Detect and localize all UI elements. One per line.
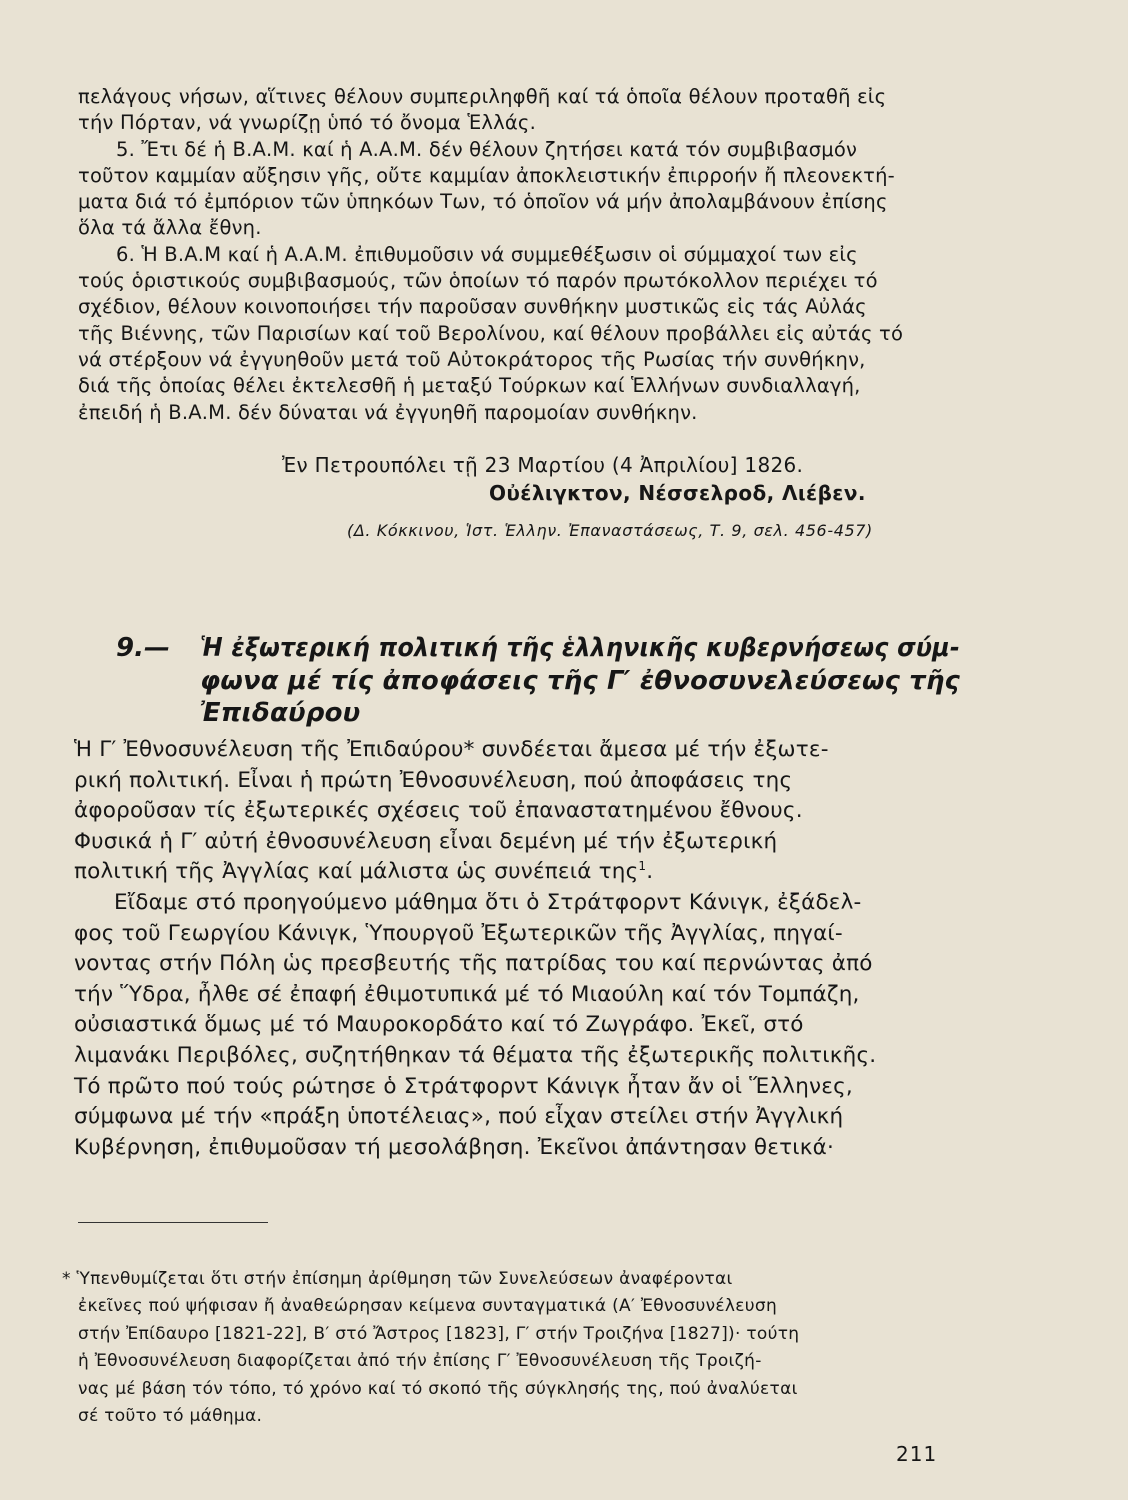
title-line: φωνα μέ τίς ἀποφάσεις τῆς Γ′ ἐθνοσυνελεύσεως τῆς bbox=[200, 665, 961, 696]
text-line: διά τῆς ὁποίας θέλει ἐκτελεσθῆ ἡ μεταξύ Τούρκων καί Ἑλλήνων συνδιαλλαγή, bbox=[78, 374, 861, 398]
text-line: φος τοῦ Γεωργίου Κάνιγκ, Ὑπουργοῦ Ἐξωτερικῶν τῆς Ἀγγλίας, πηγαί- bbox=[74, 920, 843, 946]
footnote-line: σέ τοῦτο τό μάθημα. bbox=[78, 1405, 263, 1426]
text-line: Εἴδαμε στό προηγούμενο μάθημα ὅτι ὁ Στράτφορντ Κάνιγκ, ἐξάδελ- bbox=[114, 889, 862, 915]
sentence-end: . bbox=[646, 859, 654, 885]
text-line-content: πολιτική τῆς Ἀγγλίας καί μάλιστα ὡς συνέπειά της bbox=[74, 859, 639, 885]
text-line: λιμανάκι Περιβόλες, συζητήθηκαν τά θέματα τῆς ἐξωτερικῆς πολιτικῆς. bbox=[74, 1042, 877, 1068]
text-line: Κυβέρνηση, ἐπιθυμοῦσαν τή μεσολάβηση. Ἐκεῖνοι ἀπάντησαν θετικά· bbox=[74, 1134, 834, 1160]
title-line: Ἐπιδαύρου bbox=[200, 698, 361, 728]
text-line-with-footnote bbox=[74, 857, 954, 888]
text-line: ἀφοροῦσαν τίς ἐξωτερικές σχέσεις τοῦ ἐπαναστατημένου ἔθνους. bbox=[74, 798, 803, 824]
text-line: τῆς Βιέννης, τῶν Παρισίων καί τοῦ Βερολίνου, καί θέλουν προβάλλει εἰς αὐτάς τό bbox=[78, 321, 904, 345]
treaty-place-date: Ἐν Πετρουπόλει τῇ 23 Μαρτίου (4 Ἀπριλίου] 1826. bbox=[282, 453, 804, 477]
text-line: τοῦτον καμμίαν αὔξησιν γῆς, οὔτε καμμίαν ἀποκλειστικήν ἐπιρροήν ἤ πλεονεκτή- bbox=[78, 163, 895, 187]
footnote bbox=[62, 1266, 952, 1430]
treaty-signatories: Οὐέλιγκτον, Νέσσελροδ, Λιέβεν. bbox=[489, 481, 866, 505]
source-citation: (Δ. Κόκκινου, Ἱστ. Ἑλλην. Ἐπαναστάσεως, Τ. 9, σελ. 456-457) bbox=[347, 521, 873, 540]
footnote-line: ἐκεῖνες πού ψήφισαν ἤ ἀναθεώρησαν κείμενα συνταγματικά (Α′ Ἐθνοσυνέλευση bbox=[78, 1296, 778, 1317]
text-line: Τό πρῶτο πού τούς ρώτησε ὁ Στράτφορντ Κάνιγκ ἦταν ἄν οἱ Ἕλληνες, bbox=[74, 1073, 853, 1099]
text-line: ὅλα τά ἄλλα ἔθνη. bbox=[78, 216, 262, 240]
footnote-line: στήν Ἐπίδαυρο [1821-22], Β′ στό Ἄστρος [1823], Γ′ στήν Τροιζήνα [1827])· τούτη bbox=[78, 1323, 800, 1344]
text-line: ματα διά τό ἐμπόριον τῶν ὑπηκόων Των, τό ὁποῖον νά μήν ἀπολαμβάνουν ἐπίσης bbox=[78, 190, 888, 214]
footnote-line: ἡ Ἐθνοσυνέλευση διαφορίζεται ἀπό τήν ἐπίσης Γ′ Ἐθνοσυνέλευση τῆς Τροιζή- bbox=[78, 1351, 762, 1372]
text-line: τήν Ὕδρα, ἦλθε σέ ἐπαφή ἐθιμοτυπικά μέ τό Μιαούλη καί τόν Τομπάζη, bbox=[74, 981, 860, 1007]
treaty-text bbox=[78, 84, 958, 426]
text-line: νά στέρξουν νά ἐγγυηθοῦν μετά τοῦ Αὐτοκράτορος τῆς Ρωσίας τήν συνθήκην, bbox=[78, 347, 866, 371]
page-number: 211 bbox=[896, 1442, 938, 1466]
section-title bbox=[200, 632, 960, 730]
text-line: ρική πολιτική. Εἶναι ἡ πρώτη Ἐθνοσυνέλευση, πού ἀποφάσεις της bbox=[74, 767, 793, 793]
footnote-divider bbox=[78, 1222, 268, 1223]
text-line: 6. Ἡ Β.Α.Μ καί ἡ Α.Α.Μ. ἐπιθυμοῦσιν νά συμμεθέξωσιν οἱ σύμμαχοί των εἰς bbox=[116, 242, 858, 266]
text-line: τήν Πόρταν, νά γνωρίζῃ ὑπό τό ὄνομα Ἑλλάς. bbox=[78, 111, 536, 135]
footnote-line: νας μέ βάση τόν τόπο, τό χρόνο καί τό σκοπό τῆς σύγκλησής της, πού ἀναλύεται bbox=[78, 1378, 798, 1399]
text-line: ἐπειδή ἡ Β.Α.Μ. δέν δύναται νά ἐγγυηθῆ παρομοίαν συνθήκην. bbox=[78, 400, 698, 424]
footnote-line: * Ὑπενθυμίζεται ὅτι στήν ἐπίσημη ἀρίθμηση τῶν Συνελεύσεων ἀναφέρονται bbox=[62, 1269, 733, 1289]
text-line: σχέδιον, θέλουν κοινοποιήσει τήν παροῦσαν συνθήκην μυστικῶς εἰς τάς Αὐλάς bbox=[78, 295, 867, 319]
text-line: Ἡ Γ′ Ἐθνοσυνέλευση τῆς Ἐπιδαύρου* συνδέεται ἄμεσα μέ τήν ἐξωτε- bbox=[74, 737, 829, 762]
text-line: πελάγους νήσων, αἵτινες θέλουν συμπεριληφθῆ καί τά ὁποῖα θέλουν προταθῆ εἰς bbox=[78, 85, 887, 108]
section-number: 9.— bbox=[116, 633, 170, 663]
text-line: Φυσικά ἡ Γ′ αὐτή ἐθνοσυνέλευση εἶναι δεμένη μέ τήν ἐξωτερική bbox=[74, 828, 778, 854]
body-text bbox=[74, 735, 954, 1163]
text-line: τούς ὁριστικούς συμβιβασμούς, τῶν ὁποίων τό παρόν πρωτόκολλον περιέχει τό bbox=[78, 269, 878, 293]
text-line: οὐσιαστικά ὅμως μέ τό Μαυροκορδάτο καί τό Ζωγράφο. Ἐκεῖ, στό bbox=[74, 1012, 804, 1038]
text-line: σύμφωνα μέ τήν «πράξη ὑποτέλειας», πού εἶχαν στείλει στήν Ἀγγλική bbox=[74, 1104, 844, 1130]
footnote-reference: 1 bbox=[638, 859, 647, 874]
title-line: Ἡ ἐξωτερική πολιτική τῆς ἑλληνικῆς κυβερνήσεως σύμ- bbox=[200, 633, 960, 663]
text-line: 5. Ἔτι δέ ἡ Β.Α.Μ. καί ἡ Α.Α.Μ. δέν θέλουν ζητήσει κατά τόν συμβιβασμόν bbox=[116, 137, 858, 161]
text-line: νοντας στήν Πόλη ὡς πρεσβευτής τῆς πατρίδας του καί περνώντας ἀπό bbox=[74, 951, 873, 977]
